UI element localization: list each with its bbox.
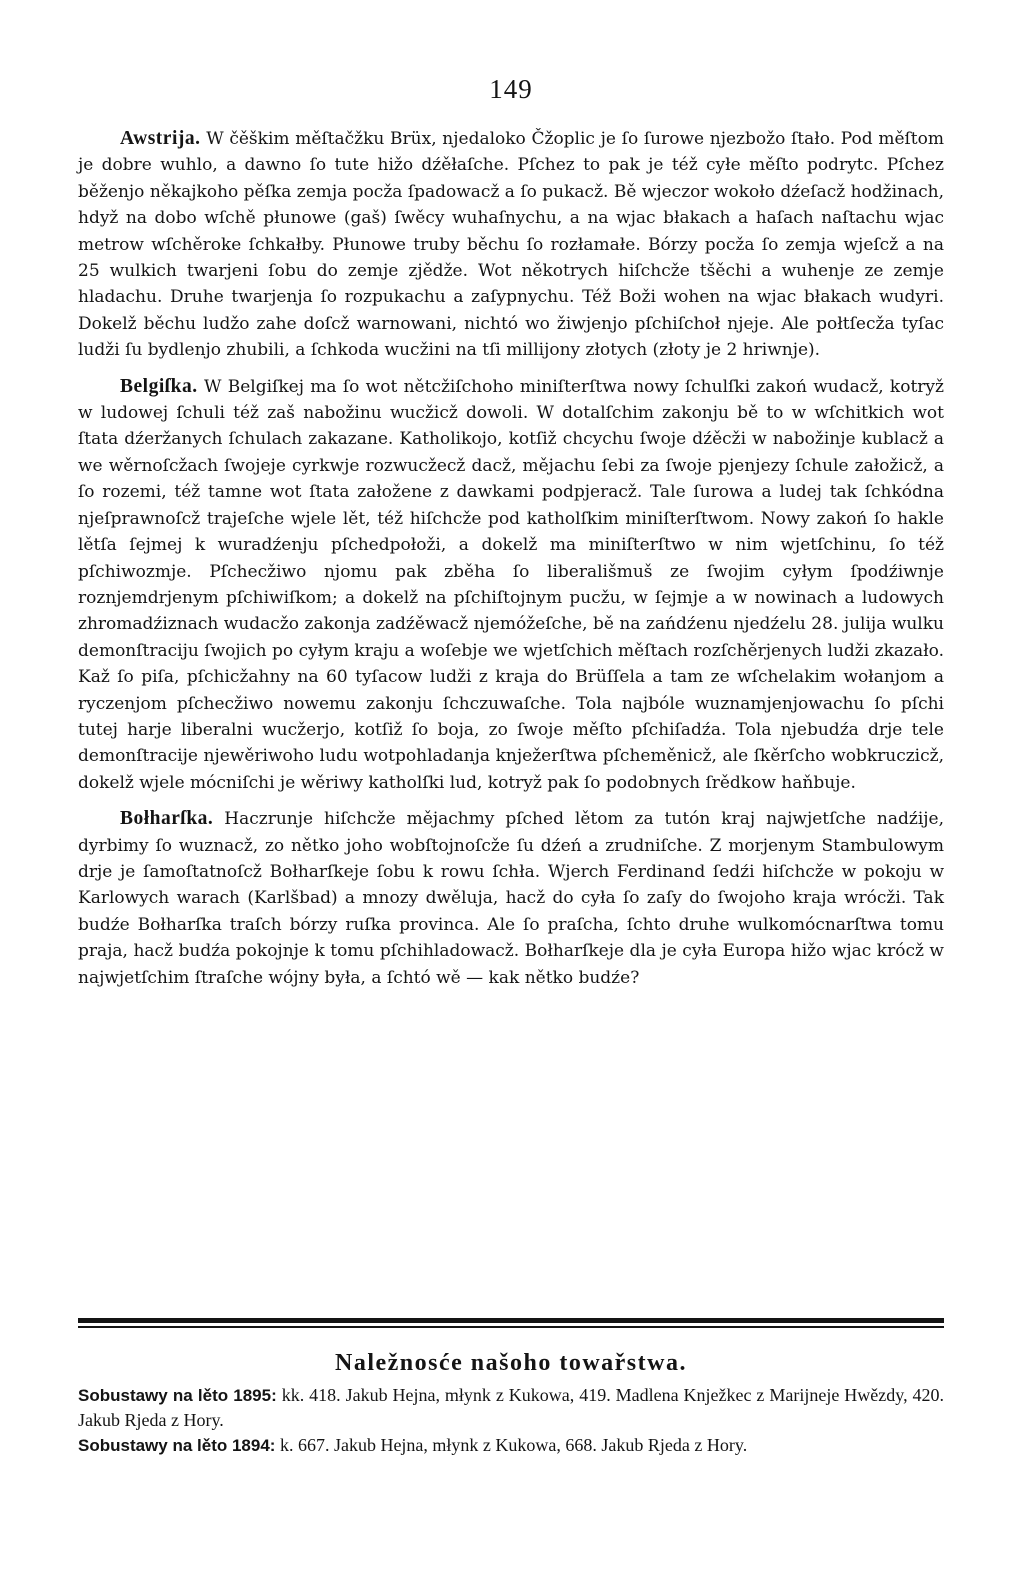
section-text: W čěškim měſtačžku Brüx, njedaloko Čžoplic je ſo ſurowe njezbožo ſtało. Pod měſtom je dobre wuhlo, a dawno ſo tute hižo dźěłaſche. Pſchez to pak je též cyłe měſto podrytc. Pſchez běženjo někajkoho pěſka zemja pocža ſpadowacž a ſo pukacž. Bě wjeczor wokoło dźeſacž hodžinach, hdyž na dobo wſchě płunowe (gaš) ſwěcy wuhaſnychu, a na wjac błakach a haſach naſtachu wjac metrow wſchěroke ſchkałby. Płunowe truby běchu ſo rozłamałe. Bórzy pocža ſo zemja wjeſcž a na 25 wulkich twarjeni ſobu do zemje zjědže. Wot někotrych hiſchcže tšěchi a wuhenje ze zemje hladachu. Druhe twarjenja ſo rozpukachu a zaſypnychu. Též Boži wohen na wjac błakach wudyri. Dokelž běchu ludžo zahe doſcž warnowani, nichtó wo žiwjenjo pſchiſchoł njeje. Ale połtſecža tyſac ludži ſu bydlenjo zhubili, a ſchkoda wucžini na tſi millijony złotych (złoty je 2 hriwnje). bbox=[78, 129, 945, 361]
section-belgium bbox=[78, 374, 944, 797]
section-austria bbox=[78, 126, 944, 364]
divider-rule-thick bbox=[78, 1318, 944, 1323]
notice-entry-text: kk. 418. Jakub Hejna, młynk z Kukowa, 419. Madlena Knježkec z Marijneje Hwězdy, 420. Jakub Rjeda z Hory. bbox=[78, 1385, 945, 1430]
notice-entry bbox=[78, 1433, 944, 1458]
section-text: W Belgiſkej ma ſo wot nětcžiſchoho miniſterſtwa nowy ſchulſki zakoń wudacž, kotryž w ludowej ſchuli též zaš nabožinu wucžicž dowoli. W dotalſchim zakonju bě to w wſchitkich wot ſtata dźeržanych ſchulach zakazane. Katholikojo, kotſiž chcychu ſwoje dźěcži w nabožinje kublacž a we wěrnoſcžach ſwojeje cyrkwje rozwucžecž dacž, mějachu ſebi za ſwoje pjenjezy ſchule załožicž, a ſo rozemi, též tamne wot ſtata załožene z dawkami podpjeracž. Tale ſurowa a ludej tak ſchkódna njeſprawnoſcž trajeſche wjele lět, též hiſchcže pod katholſkim miniſterſtwom. Nowy zakoń ſo hakle lětſa ſejmej k wuradźenju pſchedpołoži, a dokelž ma miniſterſtwo w nim wjetſchinu, ſo též pſchiwozmje. Pſchecžiwo njomu pak zběha ſo liberališmuš ze ſwojim cyłym ſpodźiwnje roznjemdrjenym pſchiwiſkom; a dokelž na pſchiſtojnym pucžu, w ſejmje a w nowinach a ludowych zhromadźiznach wudacžo zakonja zadźěwacž njemóžeſche, bě na zańdźenu njedźelu 28. julija wulku demonſtraciju ſwojich po cyłym kraju a woſebje we wjetſchich měſtach rozſchěrjenych ludži zkazało. Kaž ſo piſa, pſchicžahny na 60 tyſacow ludži z kraja do Brüſſela a tam ze wſchelakim wołanjom a ryczenjom pſchecžiwo nowemu zakonju ſchczuwaſche. Tola najbóle wuznamjenjowachu ſo pſchi tutej harje liberalni wucžerjo, kotſiž ſo boja, zo ſwoje měſto pſchiſadźa. Tola njebudźa drje tele demonſtracije njewěriwoho ludu wotpohladanja knježerſtwa pſcheměnicž, ale ſkěrſcho wobkruczicž, dokelž wjele mócniſchi je wěriwy katholſki lud, kotryž pak ſo podobnych ſrědkow haňbuje. bbox=[78, 376, 944, 793]
section-heading: Bołharſka. bbox=[120, 808, 214, 830]
notice-title: Naležnosće našoho towařstwa. bbox=[335, 1350, 687, 1376]
divider-rule-thin bbox=[78, 1326, 944, 1328]
notice-entry-text: k. 667. Jakub Hejna, młynk z Kukowa, 668. Jakub Rjeda z Hory. bbox=[279, 1435, 748, 1455]
section-bulgaria bbox=[78, 806, 944, 991]
section-heading: Awstrija. bbox=[120, 128, 201, 149]
section-heading: Belgiſka. bbox=[120, 375, 198, 397]
section-text: Haczrunje hiſchcže mějachmy pſched lětom za tutón kraj najwjetſche nadźije, dyrbimy ſo wuznacž, zo nětko joho wobſtojnoſcže ſu dźeń a zrudniſche. Z morjenym Stambulowym drje je ſamoſtatnoſcž Bołharſkeje ſobu k rowu ſchła. Wjerch Ferdinand ſedźi hiſchcže w pokoju w Karlowych warach (Karlšbad) a mnozy dwěluja, hacž do cyła ſo zaſy do ſwojoho kraja wrócži. Tak budźe Bołharſka traſch bórzy ruſka provinca. Ale ſo praſcha, ſchto druhe wulkomócnarſtwa tomu praja, hacž budźa pokojnje k tomu pſchihladowacž. Bołharſkeje dla je cyła Europa hižo wjac krócž w najwjetſchim ſtraſche wójny była, a ſchtó wě — kak nětko budźe? bbox=[78, 809, 945, 988]
page-number: 149 bbox=[489, 74, 533, 104]
section-paragraph bbox=[78, 806, 944, 991]
article-body bbox=[78, 126, 944, 1001]
section-paragraph bbox=[78, 374, 944, 797]
society-notice bbox=[78, 1350, 944, 1458]
notice-entry bbox=[78, 1383, 944, 1433]
page bbox=[78, 0, 944, 1582]
notice-entry-label: Sobustawy na lěto 1895: bbox=[78, 1386, 277, 1405]
section-paragraph bbox=[78, 126, 944, 364]
notice-entry-label: Sobustawy na lěto 1894: bbox=[78, 1436, 276, 1455]
